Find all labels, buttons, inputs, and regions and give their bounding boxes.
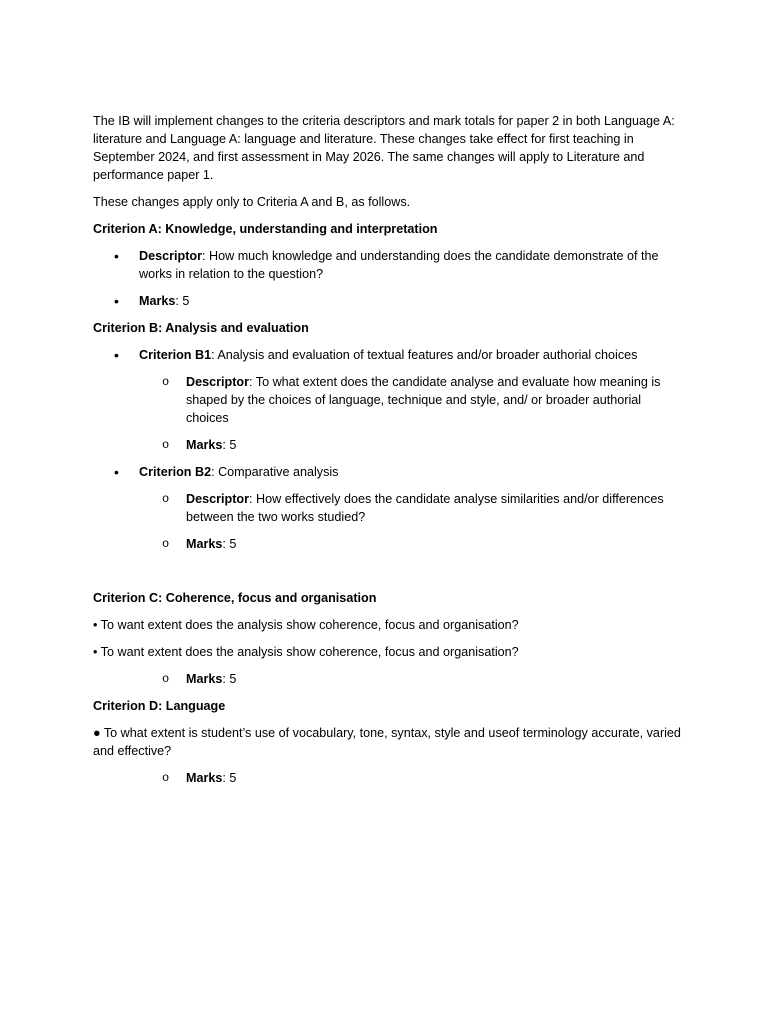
criterion-b2-descriptor-item	[93, 490, 683, 526]
intro-paragraph-2: These changes apply only to Criteria A and B, as follows.	[93, 195, 411, 209]
descriptor-text: : To what extent does the candidate analyse and evaluate how meaning is shaped by the choices of language, technique and style, and/ or broader authorial choices	[186, 375, 661, 425]
descriptor-text: : How effectively does the candidate analyse similarities and/or differences between the two works studied?	[186, 492, 664, 524]
sub-bullet-marker: o	[162, 492, 170, 506]
intro-paragraph-1: The IB will implement changes to the criteria descriptors and mark totals for paper 2 in both Language A: literature and Language A: language and literature. These changes take effect for first teaching in September 2024, and first assessment in May 2026. The same changes will apply to Literature and performance paper 1.	[93, 114, 675, 182]
sub-bullet-marker: o	[162, 537, 170, 551]
descriptor-label: Descriptor	[186, 375, 249, 389]
criterion-c-heading: Criterion C: Coherence, focus and organisation	[93, 591, 377, 605]
criterion-c-marks-item	[93, 670, 683, 688]
bullet-marker: •	[114, 464, 119, 480]
criterion-d-line-1: ● To what extent is student’s use of vocabulary, tone, syntax, style and useof terminology accurate, varied and effective?	[93, 726, 681, 758]
criterion-b1-marks-item	[93, 436, 683, 454]
marks-label: Marks	[139, 294, 176, 308]
criterion-d-marks-item	[93, 769, 683, 787]
descriptor-label: Descriptor	[139, 249, 202, 263]
marks-label: Marks	[186, 771, 223, 785]
b2-label: Criterion B2	[139, 465, 212, 479]
bullet-marker: •	[114, 293, 119, 309]
spacer	[93, 562, 683, 589]
b1-text: : Analysis and evaluation of textual features and/or broader authorial choices	[211, 348, 638, 362]
criterion-b2-item	[93, 463, 683, 481]
document-page	[93, 112, 683, 796]
marks-text: : 5	[222, 672, 237, 686]
criterion-a-marks-item	[93, 292, 683, 310]
criterion-a-heading: Criterion A: Knowledge, understanding and interpretation	[93, 222, 438, 236]
criterion-c-line-2: • To want extent does the analysis show coherence, focus and organisation?	[93, 645, 519, 659]
descriptor-text: : How much knowledge and understanding does the candidate demonstrate of the works in relation to the question?	[139, 249, 659, 281]
b2-text: : Comparative analysis	[211, 465, 339, 479]
marks-text: : 5	[222, 771, 237, 785]
criterion-b1-descriptor-item	[93, 373, 683, 427]
bullet-marker: •	[114, 248, 119, 264]
marks-label: Marks	[186, 537, 223, 551]
sub-bullet-marker: o	[162, 375, 170, 389]
criterion-b2-marks-item	[93, 535, 683, 553]
criterion-d-heading: Criterion D: Language	[93, 699, 226, 713]
criterion-b1-item	[93, 346, 683, 364]
criterion-b-heading: Criterion B: Analysis and evaluation	[93, 321, 309, 335]
bullet-marker: •	[114, 347, 119, 363]
marks-label: Marks	[186, 672, 223, 686]
descriptor-label: Descriptor	[186, 492, 249, 506]
sub-bullet-marker: o	[162, 771, 170, 785]
b1-label: Criterion B1	[139, 348, 212, 362]
criterion-a-descriptor-item	[93, 247, 683, 283]
marks-text: : 5	[175, 294, 190, 308]
criterion-c-line-1: • To want extent does the analysis show coherence, focus and organisation?	[93, 618, 519, 632]
sub-bullet-marker: o	[162, 438, 170, 452]
marks-label: Marks	[186, 438, 223, 452]
marks-text: : 5	[222, 537, 237, 551]
marks-text: : 5	[222, 438, 237, 452]
sub-bullet-marker: o	[162, 672, 170, 686]
